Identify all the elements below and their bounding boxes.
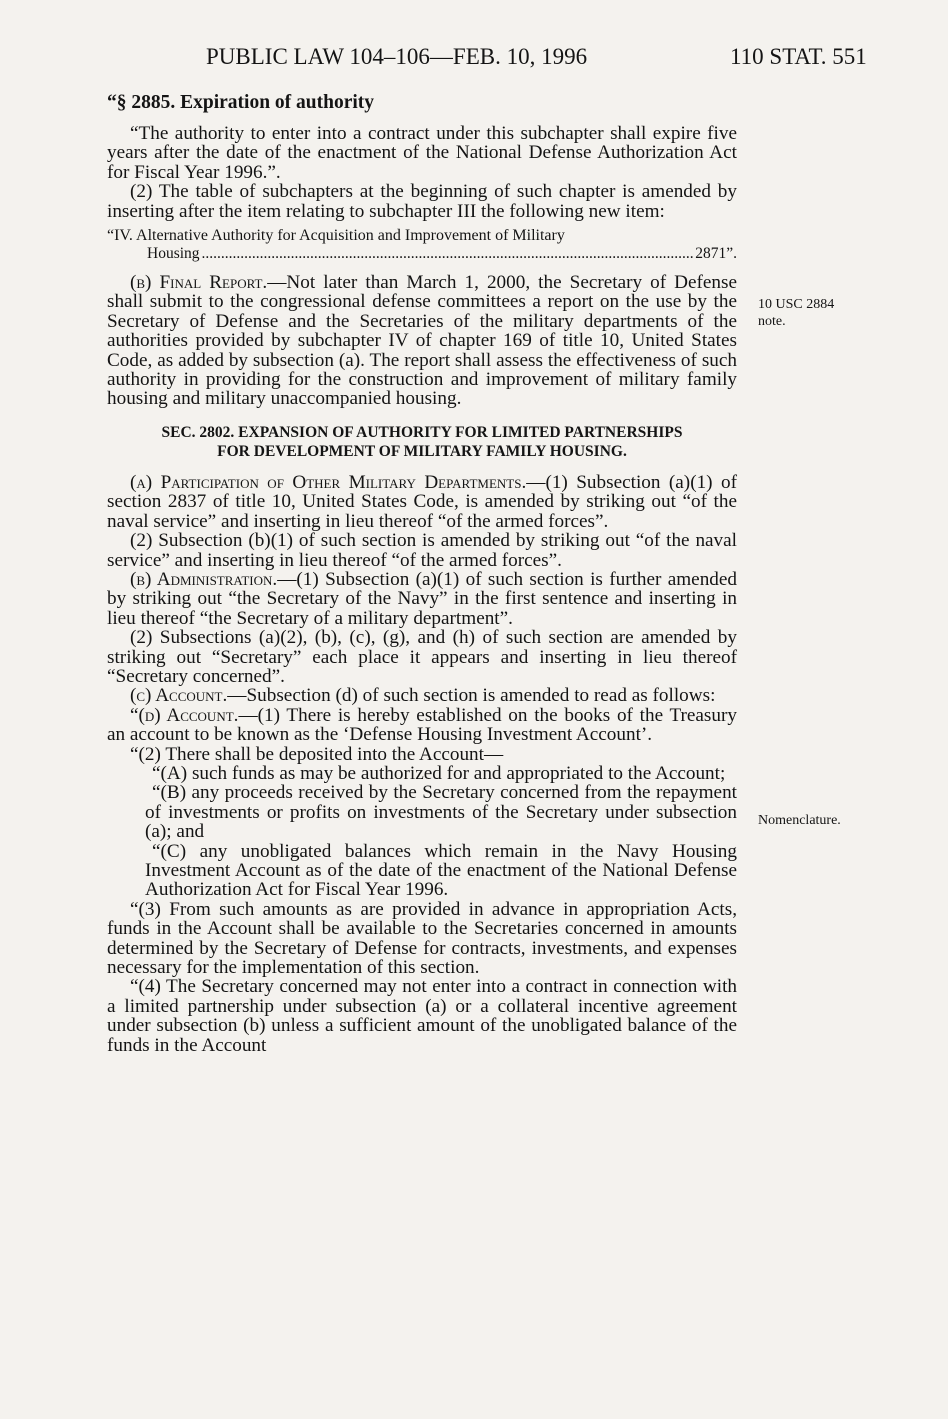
subsection-d-2-C: “(C) any unobligated balances which remain in the Navy Housing Investment Account as of the date of the enactment of the National Defense Authorization Act for Fiscal Year 1996.: [145, 840, 737, 901]
section-2802-title: [107, 423, 737, 461]
subsection-a-label: (a) Participation of Other Military Departments.: [130, 471, 527, 493]
section-2885-text: “The authority to enter into a contract under this subchapter shall expire five years after the date of the enactment of the National Defense Authorization Act for Fiscal Year 1996.”.: [107, 123, 737, 183]
margin-note-usc-line-2: note.: [758, 314, 786, 329]
subsection-c-label: (c) Account.: [130, 685, 228, 707]
final-report-text: —Not later than March 1, 2000, the Secretary of Defense shall submit to the congressional defense committees a report on the use by the Secretary of Defense and the Secretaries of the military departments of the authorities provided by subchapter IV of chapter 169 of title 10, United States Code, as added by subsection (a). The report shall assess the effectiveness of such authority in providing for the construction and improvement of military family housing and military unaccompanied housing.: [107, 272, 738, 410]
subsection-b-label: (b) Administration.: [130, 568, 278, 590]
section-2802-title-line-1: SEC. 2802. EXPANSION OF AUTHORITY FOR LIMITED PARTNERSHIPS: [161, 423, 683, 441]
margin-note-usc: [758, 296, 834, 330]
table-of-subchapters-item: [107, 227, 737, 263]
margin-note-usc-line-1: 10 USC 2884: [758, 297, 835, 312]
subsection-d-4: “(4) The Secretary concerned may not enter into a contract in connection with a limited partnership under subsection (a) or a collateral incentive agreement under subsection (b) unless a sufficient amount of the unobligated balance of the funds in the Account: [107, 976, 737, 1056]
subsection-d-label: “(d) Account.: [130, 704, 239, 726]
subsection-d-1-text: —(1) There is hereby established on the books of the Treasury an account to be known as the ‘Defense Housing Investment Account’.: [107, 704, 737, 746]
subsection-c-text: —Subsection (d) of such section is amended to read as follows:: [227, 685, 716, 707]
subsection-b-1-text: —(1) Subsection (a)(1) of such section is further amended by striking out “the Secretary of the Navy” in the first sentence and inserting in lieu thereof “the Secretary of a military department”.: [107, 568, 737, 629]
toc-label: Housing: [147, 245, 200, 263]
final-report-paragraph: [107, 273, 737, 409]
subsection-d-2-B: “(B) any proceeds received by the Secretary concerned from the repayment of investments or profits on investments of the Secretary under subsection (a); and: [145, 782, 737, 843]
toc-line-1: “IV. Alternative Authority for Acquisition and Improvement of Military: [107, 227, 565, 245]
subsection-d-2-A: “(A) such funds as may be authorized for and appropriated to the Account;: [152, 762, 726, 784]
subsection-b-2: (2) Subsections (a)(2), (b), (c), (g), and (h) of such section are amended by striking out “Secretary” each place it appears and inserting in lieu thereof “Secretary concerned”.: [107, 627, 737, 687]
final-report-label: (b) Final Report.: [130, 272, 268, 294]
subsection-c-paragraph: [107, 686, 737, 705]
margin-note-nomenclature: Nomenclature.: [758, 813, 841, 828]
paragraph-2-table-amendment: (2) The table of subchapters at the beginning of such chapter is amended by inserting after the item relating to subchapter III the following new item:: [107, 181, 737, 222]
section-2885-heading: “§ 2885. Expiration of authority: [107, 92, 375, 113]
subsection-d-paragraph: [107, 706, 737, 745]
subsection-d-2: “(2) There shall be deposited into the Account—: [130, 743, 504, 765]
subsection-b-paragraph: [107, 570, 737, 628]
subsection-d-3: “(3) From such amounts as are provided in advance in appropriation Acts, funds in the Account shall be available to the Secretaries concerned in amounts determined by the Secretary of Defense for contracts, investments, and expenses necessary for the implementation of this section.: [107, 898, 737, 979]
running-head: PUBLIC LAW 104–106—FEB. 10, 1996: [206, 44, 588, 69]
toc-leader-dots: [202, 245, 694, 263]
main-text-column: [107, 92, 737, 1055]
subsection-a-paragraph: [107, 473, 737, 531]
statute-page-number: 110 STAT. 551: [730, 44, 867, 69]
page-header: [0, 44, 948, 74]
section-2802-title-line-2: FOR DEVELOPMENT OF MILITARY FAMILY HOUSING.: [217, 442, 627, 460]
subsection-a-1-text: —(1) Subsection (a)(1) of section 2837 of title 10, United States Code, is amended by striking out “of the naval service” and inserting in lieu thereof “of the armed forces”.: [107, 471, 737, 532]
toc-line-2: [107, 245, 737, 263]
subsection-a-2: (2) Subsection (b)(1) of such section is amended by striking out “of the naval service” and inserting in lieu thereof “of the armed forces”.: [107, 530, 737, 571]
toc-page-ref: 2871”.: [695, 245, 737, 263]
